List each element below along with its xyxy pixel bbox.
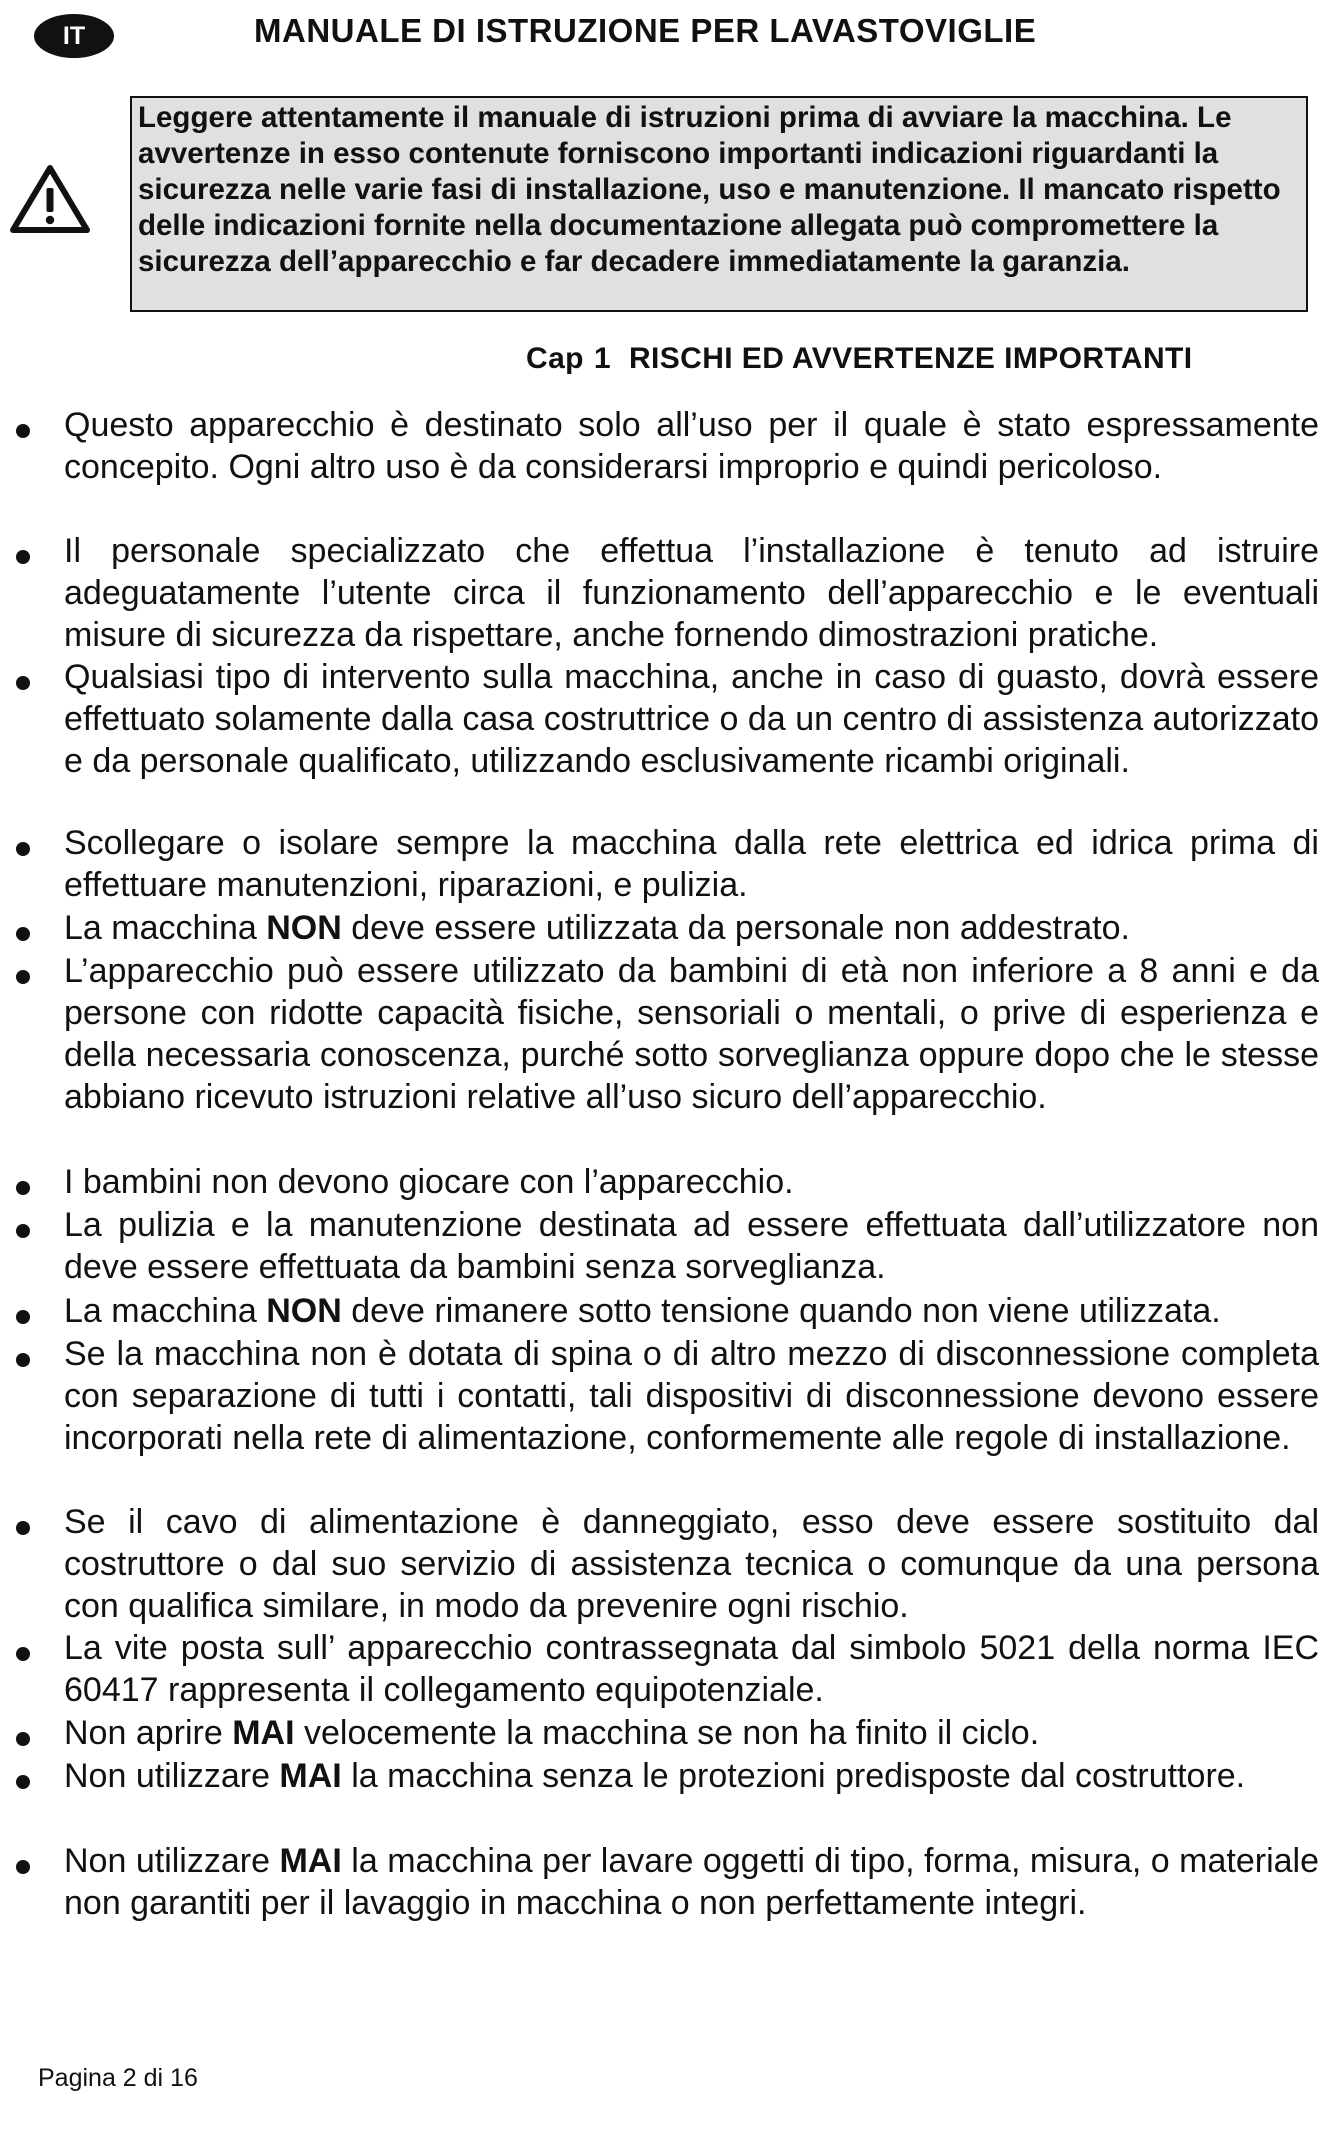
rule-text-tail: velocemente la macchina se non ha finito il ciclo. <box>294 1714 1040 1752</box>
bullet-icon <box>16 1521 30 1535</box>
rule-text-lead: Non utilizzare <box>64 1842 280 1880</box>
bullet-icon <box>16 676 30 690</box>
language-badge-label: IT <box>62 21 86 50</box>
safety-rule-text <box>64 1755 1319 1797</box>
bullet-icon <box>16 1224 30 1238</box>
chapter-title: RISCHI ED AVVERTENZE IMPORTANTI <box>628 342 1193 375</box>
bullet-icon <box>16 1860 30 1874</box>
rule-text-tail: deve rimanere sotto tensione quando non viene utilizzata. <box>341 1292 1221 1330</box>
safety-rule-text: La vite posta sull’ apparecchio contrassegnata dal simbolo 5021 della norma IEC 60417 rappresenta il collegamento equipotenziale. <box>64 1629 1319 1709</box>
safety-rule-text: Scollegare o isolare sempre la macchina dalla rete elettrica ed idrica prima di effettuare manutenzioni, riparazioni, e pulizia. <box>64 824 1319 904</box>
bullet-icon <box>16 842 30 856</box>
safety-rule-text: I bambini non devono giocare con l’apparecchio. <box>64 1163 794 1201</box>
rule-text-lead: Non utilizzare <box>64 1757 280 1795</box>
rule-text-lead: Non aprire <box>64 1714 233 1752</box>
warning-notice-text: Leggere attentamente il manuale di istruzioni prima di avviare la macchina. Le avvertenze in esso contenute forniscono importanti indicazioni riguardanti la sicurezza nelle varie fasi di installazione, uso e manutenzione. Il mancato rispetto delle indicazioni fornite nella documentazione allegata può compromettere la sicurezza dell’apparecchio e far decadere immediatamente la garanzia. <box>138 101 1281 278</box>
safety-rule-text <box>64 907 1319 949</box>
bullet-icon <box>16 970 30 984</box>
rule-text-lead: La macchina <box>64 909 267 947</box>
chapter-number: 1 <box>593 342 611 375</box>
rule-emphasis: MAI <box>279 1757 342 1795</box>
chapter-prefix: Cap <box>526 342 584 375</box>
safety-rule-text: L’apparecchio può essere utilizzato da bambini di età non inferiore a 8 anni e da persone con ridotte capacità fisiche, sensoriali o mentali, o prive di esperienza e della necessaria conoscenza, purché sotto sorveglianza oppure dopo che le stesse abbiano ricevuto istruzioni relative all’uso sicuro dell’apparecchio. <box>64 952 1319 1116</box>
rule-emphasis: MAI <box>232 1714 295 1752</box>
rule-emphasis: NON <box>266 909 342 947</box>
rule-text-tail: deve essere utilizzata da personale non addestrato. <box>341 909 1130 947</box>
language-badge <box>34 14 114 58</box>
safety-rule-text: Il personale specializzato che effettua l’installazione è tenuto ad istruire adeguatamente l’utente circa il funzionamento dell’apparecchio e le eventuali misure di sicurezza da rispettare, anche fornendo dimostrazioni pratiche. <box>64 532 1319 654</box>
bullet-icon <box>16 550 30 564</box>
safety-rule-text <box>64 1840 1319 1924</box>
rule-emphasis: MAI <box>279 1842 342 1880</box>
bullet-icon <box>16 1732 30 1746</box>
safety-rule-text: Qualsiasi tipo di intervento sulla macchina, anche in caso di guasto, dovrà essere effettuato solamente dalla casa costruttrice o da un centro di assistenza autorizzato e da personale qualificato, utilizzando esclusivamente ricambi originali. <box>64 658 1319 780</box>
rule-text-tail: la macchina senza le protezioni predisposte dal costruttore. <box>341 1757 1246 1795</box>
warning-triangle-icon <box>8 162 92 236</box>
bullet-icon <box>16 1647 30 1661</box>
safety-rule-text <box>64 1290 1319 1332</box>
warning-notice-box <box>130 96 1308 312</box>
bullet-icon <box>16 1353 30 1367</box>
bullet-icon <box>16 1310 30 1324</box>
safety-rule-text: Questo apparecchio è destinato solo all’uso per il quale è stato espressamente concepito. Ogni altro uso è da considerarsi improprio e quindi pericoloso. <box>64 406 1319 486</box>
page-number: Pagina 2 di 16 <box>38 2064 198 2092</box>
rule-text-tail: la macchina per lavare oggetti di tipo, forma, misura, o materiale non garantiti per il lavaggio in macchina o non perfettamente integri. <box>64 1842 1319 1922</box>
bullet-icon <box>16 1181 30 1195</box>
bullet-icon <box>16 424 30 438</box>
safety-rule-text <box>64 1712 1319 1754</box>
bullet-icon <box>16 1775 30 1789</box>
safety-rule-text: Se la macchina non è dotata di spina o di altro mezzo di disconnessione completa con separazione di tutti i contatti, tali dispositivi di disconnessione devono essere incorporati nella rete di alimentazione, conformemente alle regole di installazione. <box>64 1335 1319 1457</box>
rule-text-lead: La macchina <box>64 1292 267 1330</box>
safety-rule-text: Se il cavo di alimentazione è danneggiato, esso deve essere sostituito dal costruttore o dal suo servizio di assistenza tecnica o comunque da una persona con qualifica similare, in modo da prevenire ogni rischio. <box>64 1503 1319 1625</box>
chapter-heading <box>526 342 1193 376</box>
safety-rule-text: La pulizia e la manutenzione destinata ad essere effettuata dall’utilizzatore non deve essere effettuata da bambini senza sorveglianza. <box>64 1206 1319 1286</box>
document-title: MANUALE DI ISTRUZIONE PER LAVASTOVIGLIE <box>254 12 1037 49</box>
rule-emphasis: NON <box>266 1292 342 1330</box>
bullet-icon <box>16 927 30 941</box>
